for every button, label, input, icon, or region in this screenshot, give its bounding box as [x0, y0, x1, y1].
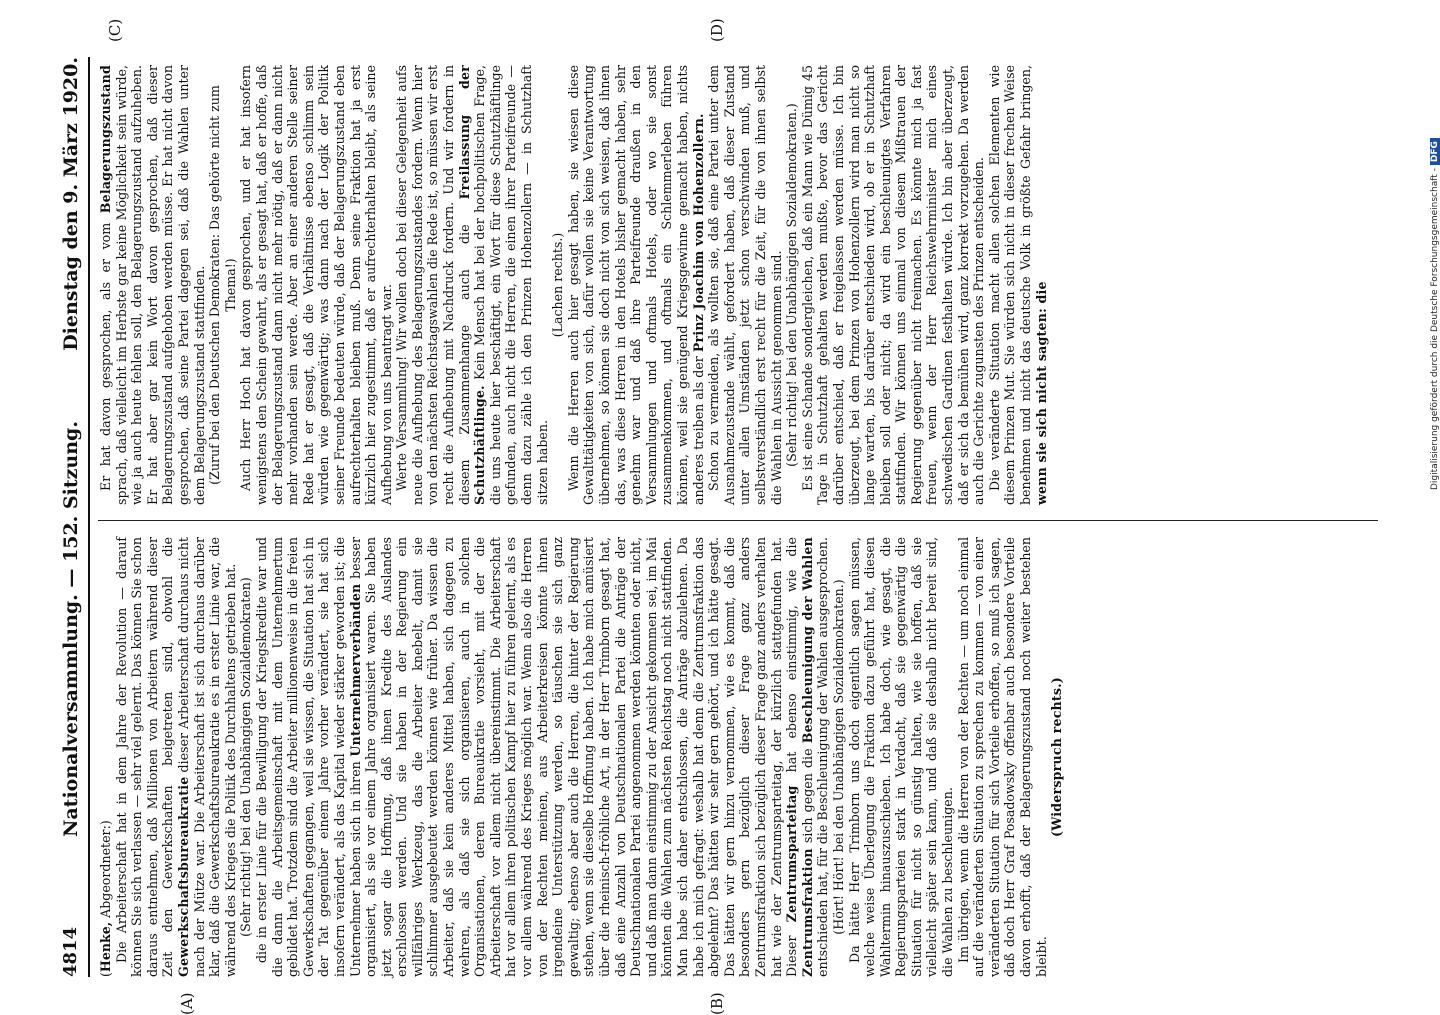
column-divider [98, 520, 1378, 521]
speaker-note: Abgeordneter:) [98, 820, 113, 918]
margin-marker-a: (A) [178, 992, 196, 1015]
paragraph: Schon zu vermeiden, als wollten sie, daß eine Partei unter dem Ausnahmezustande wählt, gefordert haben, daß dieser Zustand unter allen Umständen jetzt schon verschwinden muß, und selbstverständlich erst recht für die Zeit, für die von ihnen selbst die Wahlen in Aussicht genommen sind. [706, 65, 784, 505]
paragraph: die in erster Linie für die Bewilligung der Kriegskredite war und die dann die Arbeitsgemeinschaft mit dem Unternehmertum gebildet hat. Trotzdem sind die Arbeiter millionenweise in die freien Gewerkschaften gegangen, weil sie wissen, die Situation hat sich in der Tat gegenüber einem Jahre vorher verändert, sie hat sich insofern verändert, als das Kapital wieder stärker geworden ist; die Unternehmer haben sich in ihren Unternehmerverbänden besser organisiert, als sie vor einem Jahre organisiert waren. Sie haben jetzt sogar die Hoffnung, daß ihnen Kredite des Auslandes erschlossen werden. Und sie haben in der Regierung ein willfähriges Werkzeug, das die Arbeiter knebelt, damit sie schlimmer ausgebeutet werden können wie früher. Da wissen die Arbeiter, daß sie kein anderes Mittel haben, sich dagegen zu wehren, als daß sie sich organisieren, auch in solchen Organisationen, deren Bureaukratie vorsieht, mit der die Arbeiterschaft vor allem nicht übereinstimmt. Die Arbeiterschaft hat vor allem ihren politischen Kampf hier zu führen gelernt, als es vor allem während des Krieges möglich war. Wenn also die Herren von der Rechten meinen, aus Arbeiterkreisen könnte ihnen irgendeine Unterstützung werden, so täuschen sie sich ganz gewaltig; ebenso aber auch die Herren, die hinter der Regierung stehen, wenn sie dieselbe Hoffnung haben. Ich habe mich amüsiert über die rheinisch-fröhliche Art, in der Herr Trimborn gesagt hat, daß eine Anzahl von Deutschnationalen Partei die Anträge der Deutschnationalen Partei angenommen werden könnten oder nicht, und daß man dann einstimmig zu der Ansicht gekommen sei, im Mai könnten die Wahlen zum nächsten Reichstag noch nicht stattfinden. Man habe sich daher entschlossen, die Anträge abzulehnen. Da habe ich mich gefragt: weshalb hat denn die Zentrumsfraktion das abgelehnt? Das hätten wir sehr gern gehört, und ich hätte gesagt. Das hätten wir gern hinzu vernommen, wie es kommt, daß die besonders gern bezüglich dieser Frage ganz anders Zentrumsfraktion sich bezüglich dieser Frage ganz anders verhalten hat wie der Zentrumsparteitag, der kürzlich stattgefunden hat. Dieser Zentrumsparteitag hat ebenso einstimmig, wie die Zentrumsfraktion sich gegen die Beschleunigung der Wahlen entschieden hat, für die Beschleunigung der Wahlen ausgesprochen. [253, 537, 831, 977]
column-left [98, 537, 1378, 977]
interjection: (Lachen rechts.) [550, 232, 566, 338]
session-date: Dienstag den 9. März 1920. [60, 57, 82, 351]
margin-marker-c: (C) [106, 18, 124, 42]
margin-marker-d: (D) [708, 18, 726, 42]
rotated-page-content [58, 18, 1418, 1015]
margin-marker-b: (B) [708, 992, 726, 1015]
paragraph: Die veränderte Situation macht allen solchen Elementen wie diesem Prinzen Mut. Sie würden sich nicht in dieser frechen Weise benehmen und nicht das deutsche Volk in größte Gefahr bringen, wenn sie sich nicht sagten: die [986, 65, 1049, 505]
interjection: (Widerspruch rechts.) [1049, 677, 1065, 837]
page-number: 4814 [60, 926, 81, 977]
credit-text: Digitalisierung gefördert durch die Deutsche Forschungsgemeinschaft - [1430, 168, 1440, 490]
paragraph: Im übrigen, wenn die Herren von der Rechten — um noch einmal auf die veränderten Situation zu sprechen zu kommen — von einer veränderten Situation für sich Vorteile erhoffen, so muß ich sagen, daß doch Herr Graf Posadowsky offenbar auch besondere Vorteile davon erhofft, daß der Belagerungszustand noch weiter bestehen bleibt. [955, 537, 1049, 977]
dfg-logo: DFG [1430, 138, 1440, 165]
speaker-line: (Henke, Abgeordneter:) [98, 820, 113, 977]
paragraph: Werte Versammlung! Wir wollen doch bei dieser Gelegenheit aufs neue die Aufhebung des Belagerungszustandes fordern. Wenn hier von den nächsten Reichstagswahlen die Rede ist, so müssen wir erst recht die Aufhebung mit Nachdruck fordern. Und wir fordern in diesem Zusammenhange auch die Freilassung der Schutzhäftlinge. Kein Mensch hat bei der hochpolitischen Frage, die uns heute hier beschäftigt, ein Wort für diese Schutzhäftlinge gefunden, auch nicht die Herren, die einen ihrer Parteifreunde — denn dazu zähle ich den Prinzen Hohenzollern — in Schutzhaft sitzen haben. [394, 64, 550, 505]
digitization-credit [1418, 20, 1440, 980]
page-header [58, 57, 90, 977]
session-title: Nationalversammlung. — 152. Sitzung. [60, 421, 82, 837]
speaker-name: Henke, [98, 921, 113, 973]
interjection: (Zuruf bei den Deutschen Demokraten: Das gehörte nicht zum Thema!) [207, 85, 238, 485]
interjection: (Sehr richtig! bei den Unabhängigen Sozialdemokraten) [238, 577, 254, 937]
paragraph: Wenn die Herren auch hier gesagt haben, sie wiesen diese Gewalttätigkeiten von sich, dafür wollen sie keine Verantwortung übernehmen, so können sie doch nicht von sich weisen, daß ihnen das, was diese Herren in den Hotels bisher gemacht haben, sehr genehm war und daß ihre Parteifreunde draußen in den Versammlungen und oftmals Hotels, oder wo sie sonst zusammenkommen, und oftmals ein Schlemmerleben führen können, weil sie genügend Kriegsgewinne gemacht haben, nichts anderes treiben als der Prinz Joachim von Hohenzollern. [565, 65, 706, 505]
paragraph: Die Arbeiterschaft hat in dem Jahre der Revolution — darauf können Sie sich verlassen — sehr viel gelernt. Das können Sie schon daraus entnehmen, daß Millionen von Arbeitern während dieser Zeit den Gewerkschaften beigetreten sind, obwohl die Gewerkschaftsbureaukratie dieser Arbeiterschaft durchaus nicht nach der Mütze war. Die Arbeiterschaft ist sich durchaus darüber klar, daß die Gewerkschaftsbureaukratie es in erster Linie war, die während des Krieges die Politik des Durchhaltens getrieben hat. [113, 537, 238, 977]
paragraph: Er hat davon gesprochen, als er vom Belagerungszustand sprach, daß vielleicht im Herbste gar keine Möglichkeit sein würde, wie ja auch heute fehlen soll, den Belagerungszustand aufzuheben. Er hat aber gar kein Wort davon gesprochen, daß dieser Belagerungszustand aufgehoben werden müsse. Er hat nicht davon gesprochen, daß seine Partei dagegen sei, daß die Wahlen unter dem Belagerungszustand stattfinden. [98, 65, 207, 505]
column-right [98, 65, 1378, 505]
interjection: (Hört! Hört! bei den Unabhängigen Sozialdemokraten.) [830, 579, 846, 935]
paragraph: Da hätte Herr Trimborn uns doch eigentlich sagen müssen, welche weise Überlegung die Fraktion dazu geführt hat, diesen Wahltermin hinauszuschieben. Ich habe doch, wie gesagt, die Regierungsparteien stark in Verdacht, daß sie gegenwärtig die Situation für nicht so günstig halten, wie sie hoffen, daß sie vielleicht später sein kann, und daß sie deshalb nicht bereit sind, die Wahlen zu beschleunigen. [846, 537, 956, 977]
interjection: (Sehr richtig! bei den Unabhängigen Sozialdemokraten.) [784, 103, 800, 467]
paragraph: Auch Herr Hoch hat davon gesprochen, und er hat insofern wenigstens den Schein gewahrt, als er gesagt hat, daß er hoffe, daß der Belagerungszustand dann nicht mehr nötig, daß er dann nicht mehr vorhanden sein werde. Aber an einer anderen Stelle seiner Rede hat er gesagt, daß die Verhältnisse ebenso schlimm sein würden wie gegenwärtig; was dann nach der Logik der Politik seiner Freunde bedeuten würde, daß der Belagerungszustand eben aufrechterhalten bleiben muß. Denn seine Fraktion hat ja erst kürzlich hier zugestimmt, daß er aufrechterhalten bleibt, als seine Aufhebung von uns beantragt war. [238, 65, 394, 505]
paragraph: Es ist eine Schande sondergleichen, daß ein Mann wie Dümig 45 Tage in Schutzhaft gehalten werden mußte, bevor das Gericht darüber entschied, daß er freigelassen werden müsse. Ich bin überzeugt, bei dem Prinzen von Hohenzollern wird man nicht so lange warten, bis darüber entschieden wird, ob er in Schutzhaft bleiben soll oder nicht; da wird ein beschleunigtes Verfahren stattfinden. Wir können uns einmal von diesem Mißtrauen der Regierung gegenüber nicht freimachen. Es könnte mich ja fast freuen, wenn der Herr Reichswehrminister mich eines schwedischen Gardinen festhalten würde. Ich bin aber überzeugt, daß er sich da bemühen wird, ganz korrekt vorzugehen. Da werden auch die Gerichte zugunsten des Prinzen entscheiden. [799, 65, 987, 505]
